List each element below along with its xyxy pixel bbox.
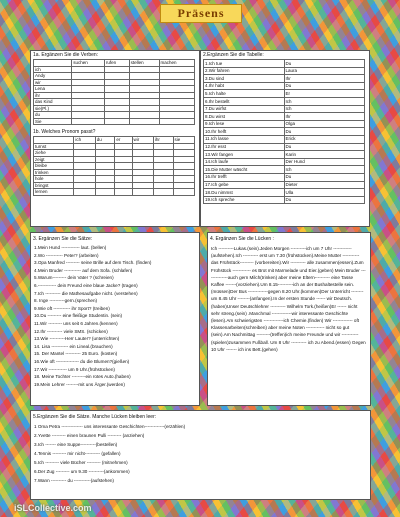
target-subject: Der Hund xyxy=(284,158,365,166)
pronoun-table xyxy=(33,136,195,196)
table-row xyxy=(204,82,365,90)
table-row xyxy=(204,97,365,105)
given-form: 12.Ihr esst xyxy=(204,143,285,151)
answer-cell[interactable] xyxy=(95,189,115,196)
table-row xyxy=(204,90,365,98)
exercise-3-line: 18. Meine Tochter ---------ein rotes Auto.(haben) xyxy=(34,374,131,380)
exercise-3-line: 13.Wie ----------Herr Lauter? (unterrichten) xyxy=(34,336,120,342)
table-row xyxy=(34,189,195,196)
given-form: 15.Die Mutter wäscht xyxy=(204,166,285,174)
exercise-3-line: 2.Wo ----------- Peter? (arbeiten) xyxy=(34,252,99,258)
answer-cell[interactable] xyxy=(159,118,195,125)
row-label: bringst xyxy=(34,182,74,189)
target-subject: Du xyxy=(284,60,365,68)
given-form: 1.Ich tue xyxy=(204,60,285,68)
target-subject: Du xyxy=(284,196,365,204)
given-form: 9.Ich lese xyxy=(204,120,285,128)
given-form: 10.Ihr helft xyxy=(204,128,285,136)
exercise-3-lines xyxy=(31,244,199,388)
column-header: stellen xyxy=(129,60,159,67)
exercise-2-box xyxy=(200,50,370,227)
table-row xyxy=(204,196,365,204)
exercise-2-heading: 2.Ergänzen Sie die Tabelle: xyxy=(203,52,264,58)
target-subject: Du xyxy=(284,173,365,181)
exercise-5-line: 7.Wann ---------- du -----------(aufstehen) xyxy=(34,478,114,483)
target-subject: Laura xyxy=(284,67,365,75)
verb-table xyxy=(33,59,195,125)
table-row xyxy=(204,151,365,159)
row-label: bleibe xyxy=(34,163,74,170)
given-form: 13.Wir fangen xyxy=(204,151,285,159)
table-row xyxy=(34,118,195,125)
exercise-3-box xyxy=(30,232,200,406)
given-form: 11.Ich lasse xyxy=(204,135,285,143)
row-label: ich xyxy=(34,66,72,73)
table-row xyxy=(204,60,365,68)
table-row xyxy=(204,105,365,113)
row-label: hole xyxy=(34,176,74,183)
exercise-3-line: 8. Inge ----------gern.(sprechen) xyxy=(34,298,98,304)
answer-cell[interactable] xyxy=(72,118,105,125)
row-label: trinken xyxy=(34,169,74,176)
exercise-3-heading: 3. Ergänzen Sie die Sätze: xyxy=(33,236,93,242)
given-form: 8.Du wirst xyxy=(204,113,285,121)
table-row xyxy=(204,113,365,121)
exercise-3-line: 6.------------ dein Freund eine blaue Jacke? (tragen) xyxy=(34,282,138,288)
row-label: zeigt xyxy=(34,156,74,163)
target-subject: Du xyxy=(284,128,365,136)
table-row xyxy=(204,143,365,151)
target-subject: Ihr xyxy=(284,75,365,83)
row-label: du xyxy=(34,112,72,119)
column-header: sie xyxy=(173,137,194,144)
table-row xyxy=(204,181,365,189)
answer-cell[interactable] xyxy=(173,189,194,196)
exercise-3-line: 19.Mein Lehrer --------mit uns Ärger.(werden) xyxy=(34,381,125,387)
table-row xyxy=(204,67,365,75)
target-subject: Du xyxy=(284,143,365,151)
column-header: du xyxy=(95,137,115,144)
target-subject: Du xyxy=(284,82,365,90)
exercise-3-line: 9.Wie oft ----------- ihr Sport? (treiben) xyxy=(34,305,110,311)
target-subject: Ulla xyxy=(284,189,365,197)
column-header: ihr xyxy=(153,137,173,144)
exercise-3-line: 17.Wir ------------ um 9 Uhr.(frühstücken) xyxy=(34,366,115,372)
exercise-5-line: 5.Ich --------- viele Bücher --------- (mitnehmen) xyxy=(34,460,128,465)
answer-cell[interactable] xyxy=(115,189,132,196)
exercise-1-box xyxy=(30,50,200,227)
exercise-5-heading: 5.Ergänzen Sie die Sätze. Manche Lücken bleiben leer: xyxy=(33,414,157,420)
exercise-5-line: 1 Oma Petra -------------- uns interessante Geschichten-------------(erzählen) xyxy=(34,424,186,429)
given-form: 2.Wir fahren xyxy=(204,67,285,75)
table-row xyxy=(204,120,365,128)
exercise-3-line: 1.Mein Hund ------------ laut. (bellen) xyxy=(34,245,107,250)
exercise-3-line: 5.Warum--------- dein Vater ? (schreien) xyxy=(34,275,114,281)
target-subject: Ich xyxy=(284,105,365,113)
row-label: wir xyxy=(34,79,72,86)
exercise-5-line: 6.Der Zug --------- um 9.30 ----------(ankommen) xyxy=(34,469,130,474)
exercise-3-line: 15. Der Mantel ---------- 25 Euro. (kosten) xyxy=(34,351,118,357)
page-title: Präsens xyxy=(160,4,242,23)
column-header: wir xyxy=(132,137,153,144)
exercise-5-line: 2.Yvette --------- einen braunen Pulli --------- (anziehen) xyxy=(34,433,145,438)
exercise-3-line: 16.Wie oft --------------- du die Blumen?(gießen) xyxy=(34,358,130,364)
given-form: 5.Ich halte xyxy=(204,90,285,98)
target-subject: Er xyxy=(284,90,365,98)
given-form: 17.Ich gebe xyxy=(204,181,285,189)
given-form: 3.Du sind xyxy=(204,75,285,83)
column-header: rufen xyxy=(104,60,129,67)
given-form: 6.Ihr bestellt xyxy=(204,97,285,105)
given-form: 14.Ich laufe xyxy=(204,158,285,166)
row-label: turnst xyxy=(34,143,74,150)
exercise-3-line: 10.Du --------- eine fleißige Studentin. (sein) xyxy=(34,313,123,319)
exercise-3-line: 12.Ihr ---------- viele SMS. (schicken) xyxy=(34,328,108,334)
exercise-3-line: 14. Lisa ----------- ein Lineal.(brauchen) xyxy=(34,343,113,349)
exercise-5-box xyxy=(30,410,371,500)
row-label: sie(Pl.) xyxy=(34,105,72,112)
exercise-5-lines xyxy=(31,422,370,485)
row-label: Lena xyxy=(34,86,72,93)
given-form: 16.Ihr trefft xyxy=(204,173,285,181)
column-header: suchen xyxy=(72,60,105,67)
table-row xyxy=(204,75,365,83)
target-subject: Ich xyxy=(284,166,365,174)
table-row xyxy=(204,158,365,166)
column-header: ich xyxy=(74,137,95,144)
answer-cell[interactable] xyxy=(74,189,95,196)
exercise-3-line: 4.Mein Bruder ----------- auf dem Sofa. (schlafen) xyxy=(34,267,133,273)
given-form: 18.Du nimmst xyxy=(204,189,285,197)
answer-cell[interactable] xyxy=(129,118,159,125)
row-label: ziehe xyxy=(34,150,74,157)
exercise-3-line: 11.Wir --------- uns seit 6 Jahren.(kennen) xyxy=(34,320,118,326)
exercise-4-box xyxy=(207,232,371,406)
row-label: das Kind xyxy=(34,99,72,106)
target-subject: Erick xyxy=(284,135,365,143)
exercise-1b-heading: 1b. Welches Pronom passt? xyxy=(33,129,96,135)
exercise-5-line: 3.Ich ------- eine Suppe----------(bestellen) xyxy=(34,442,118,447)
target-subject: Ihr xyxy=(284,113,365,121)
exercise-3-line: 7.Ich ---------- die Mathesaufgabe nicht. (verstehen) xyxy=(34,290,138,296)
target-subject: Ich xyxy=(284,97,365,105)
table-row xyxy=(204,135,365,143)
given-form: 4.Ihr habt xyxy=(204,82,285,90)
exercise-1a-heading: 1a. Ergänzen Sie die Verben: xyxy=(33,52,99,58)
exercise-5-line: 4.Tennis --------- mir nicht---------- (gefallen) xyxy=(34,451,121,456)
target-subject: Karin xyxy=(284,151,365,159)
table-row xyxy=(204,189,365,197)
row-label: Sie xyxy=(34,118,72,125)
column-header: machen xyxy=(159,60,195,67)
target-subject: Dieter xyxy=(284,181,365,189)
given-form: 19.Ich spreche xyxy=(204,196,285,204)
answer-cell[interactable] xyxy=(104,118,129,125)
row-label: ihr xyxy=(34,92,72,99)
row-label: lernen xyxy=(34,189,74,196)
exercise-3-line: 3.Opa Manfred --------- seine Brille auf dem Tisch. (finden) xyxy=(34,260,152,266)
answer-cell[interactable] xyxy=(153,189,173,196)
target-subject: Olga xyxy=(284,120,365,128)
table-row xyxy=(204,173,365,181)
watermark: iSLCollective.com xyxy=(14,503,92,513)
column-header: er xyxy=(115,137,132,144)
exercise-4-text: Ich ----------Lukas.(sein).Jeden Morgen ----------ich um 7 Uhr ------------(aufstehen).Ich ---------- erst um 7.30 (frühstücken).Meine Mutter ----------- das Frühstück--------- (vorbereiten).Wir ---------- alle zusammen(essen).Zum Frühstück ------------ es Brot mit Marmelade und Eier.(geben) Mein Bruder --------------auch gern Milch(trinken) aber meine Eltern---------- eine Tasse Kaffee -------(vorziehen).Um 8.15----------ich an der Bushaltestelle sein.(müssen)Der Bus -------------gegen 8.20 Uhr.(kommen)Der Unterricht -------- um 8.45 Uhr --------(anfangen).In der ersten Stunde ------ wir Deutsch.(haben)Unser Deutschlehrer ---------- Wilhelm Tork.(heißen)Er ------ nicht sehr streng.(sein) .Manchmal -------------wir interessante Geschichte (lesen).Am schwierigsten -------------ich Chemie.(finden) Wir ------------- oft Klassenarbeiten(schreiben) aber meine Noten ------------ nicht so gut (sein).Am Nachmittag ---------(treffen)ich meine Freunde und wir -----------(spielen)zusammen Fußball. Um 8 Uhr ---------- ich zu Abend.(essen) Gegen 10 Uhr ------- ich ins Bett.(gehen) xyxy=(211,246,366,352)
table-row xyxy=(204,166,365,174)
given-form: 7.Du wirfst xyxy=(204,105,285,113)
exercise-4-heading: 4. Ergänzen Sie die Lücken : xyxy=(210,236,274,242)
row-label: Andy xyxy=(34,73,72,80)
answer-cell[interactable] xyxy=(132,189,153,196)
conjugation-table xyxy=(203,59,365,204)
table-row xyxy=(204,128,365,136)
